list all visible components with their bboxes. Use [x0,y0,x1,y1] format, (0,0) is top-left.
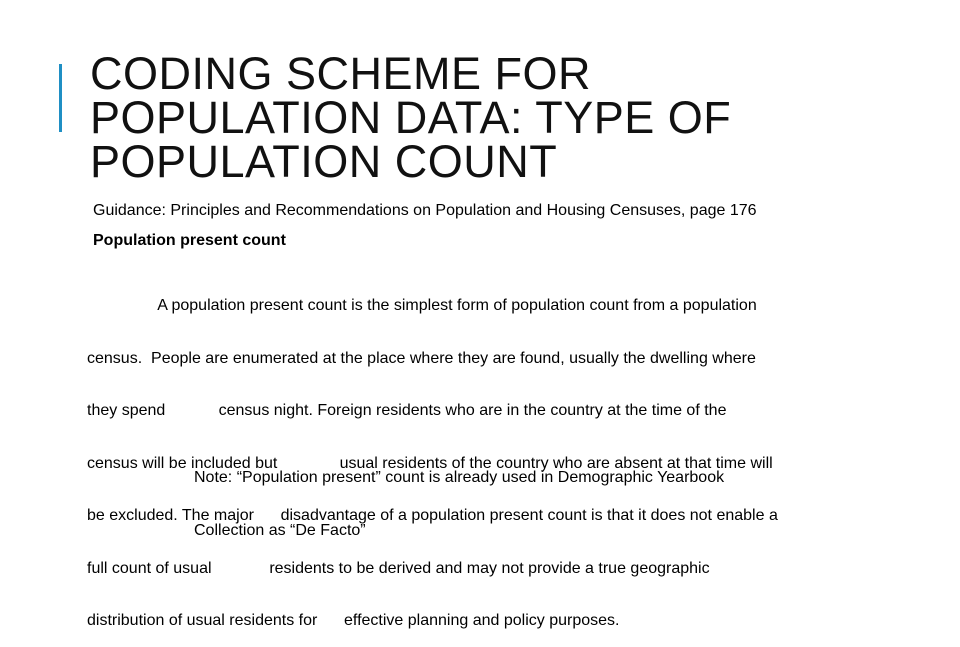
paragraph-line: be excluded. The major disadvantage of a population present count is that it does not enable a [87,507,778,524]
note-line: Collection as “De Facto” [194,521,366,539]
paragraph-line: census will be included but usual residents of the country who are absent at that time will [87,454,773,472]
slide-title [90,48,930,187]
title-line: POPULATION COUNT [90,136,558,187]
title-accent-bar [59,64,62,132]
paragraph-line: census. People are enumerated at the place where they are found, usually the dwelling where [87,349,756,367]
paragraph-line: distribution of usual residents for effective planning and policy purposes. [87,612,620,629]
section-subheading: Population present count [93,232,286,249]
paragraph-line: A population present count is the simplest form of population count from a population [87,297,757,314]
guidance-reference: Guidance: Principles and Recommendations on Population and Housing Censuses, page 176 [93,202,757,219]
title-line: CODING SCHEME FOR [90,48,592,99]
note-line: Note: “Population present” count is already used in Demographic Yearbook [194,469,725,486]
title-line: POPULATION DATA: TYPE OF [90,92,732,143]
paragraph-line: they spend census night. Foreign residents who are in the country at the time of the [87,402,727,419]
note-text [194,434,724,557]
paragraph-line: full count of usual residents to be derived and may not provide a true geographic [87,559,710,577]
